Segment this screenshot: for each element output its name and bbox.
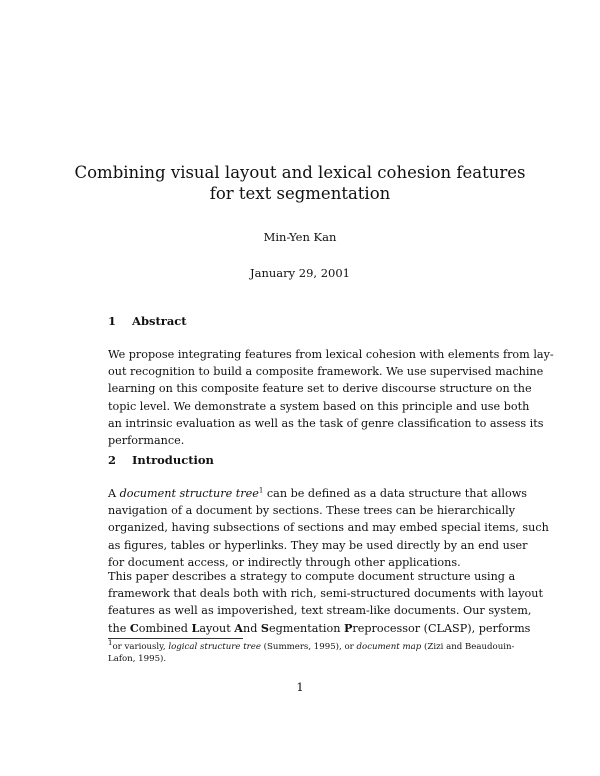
section-title: Abstract	[132, 314, 187, 328]
section-title: Introduction	[132, 453, 214, 467]
term-document-structure-tree: document structure tree	[119, 487, 259, 500]
footnote-line: Lafon, 1995).	[108, 654, 167, 664]
term-logical-structure-tree: logical structure tree	[168, 642, 261, 652]
text-line: performance.	[108, 434, 185, 448]
text-run: the	[108, 621, 130, 635]
text-line: out recognition to build a composite framework. We use supervised machine	[108, 365, 544, 379]
text-line: as figures, tables or hyperlinks. They may be used directly by an end user	[108, 538, 528, 552]
term-document-map: document map	[356, 642, 422, 652]
footnote-line	[108, 639, 515, 653]
text-line: This paper describes a strategy to compute document structure using a	[108, 570, 516, 583]
text-run: ayout	[199, 621, 235, 635]
acronym-letter: A	[234, 620, 243, 635]
section-number: 2	[108, 453, 117, 467]
text-line: for document access, or indirectly through other applications.	[108, 555, 461, 569]
footnote	[108, 639, 515, 665]
acronym-letter: P	[343, 620, 353, 635]
acronym-letter: C	[129, 620, 139, 635]
title-line-2: for text segmentation	[209, 184, 391, 203]
acronym-letter: S	[260, 620, 270, 635]
text-run: reprocessor (CLASP), performs	[352, 621, 531, 635]
text-line	[108, 485, 528, 502]
footnote-rule	[108, 638, 243, 639]
acronym-letter: L	[191, 620, 200, 635]
footnote-mark: 1	[108, 639, 113, 648]
text-line: an intrinsic evaluation as well as the task of genre classification to assess its	[108, 416, 544, 430]
text-run: A	[108, 487, 120, 500]
intro-paragraph-1	[108, 485, 549, 571]
footnote-mark: 1	[258, 486, 264, 495]
text-run: ombined	[138, 621, 192, 635]
paper-date: January 29, 2001	[250, 266, 350, 280]
text-run: (Zizi and Beaudouin-	[421, 642, 515, 652]
text-run: nd	[242, 621, 261, 635]
introduction-heading	[108, 453, 214, 467]
text-run: can be defined as a data structure that allows	[263, 487, 528, 500]
page-number: 1	[296, 680, 304, 694]
intro-paragraph-2	[108, 568, 543, 637]
text-line: We propose integrating features from lexical cohesion with elements from lay-	[108, 348, 554, 361]
paper-title	[60, 162, 540, 204]
text-run: egmentation	[269, 621, 344, 635]
text-line: navigation of a document by sections. These trees can be hierarchically	[108, 504, 516, 518]
abstract-paragraph	[108, 346, 554, 449]
text-line	[108, 620, 531, 637]
text-run: or variously,	[112, 642, 169, 652]
title-line-1: Combining visual layout and lexical cohesion features	[74, 163, 526, 182]
text-line: framework that deals both with rich, semi-structured documents with layout	[108, 587, 543, 601]
abstract-heading	[108, 314, 187, 328]
text-run: (Summers, 1995), or	[260, 642, 357, 652]
text-line: learning on this composite feature set to derive discourse structure on the	[108, 382, 532, 396]
text-line: topic level. We demonstrate a system based on this principle and use both	[108, 399, 530, 413]
section-number: 1	[108, 314, 117, 328]
text-line: organized, having subsections of sections and may embed special items, such	[108, 521, 549, 535]
author-name: Min-Yen Kan	[263, 230, 337, 244]
text-line: features as well as impoverished, text stream-like documents. Our system,	[108, 604, 532, 618]
